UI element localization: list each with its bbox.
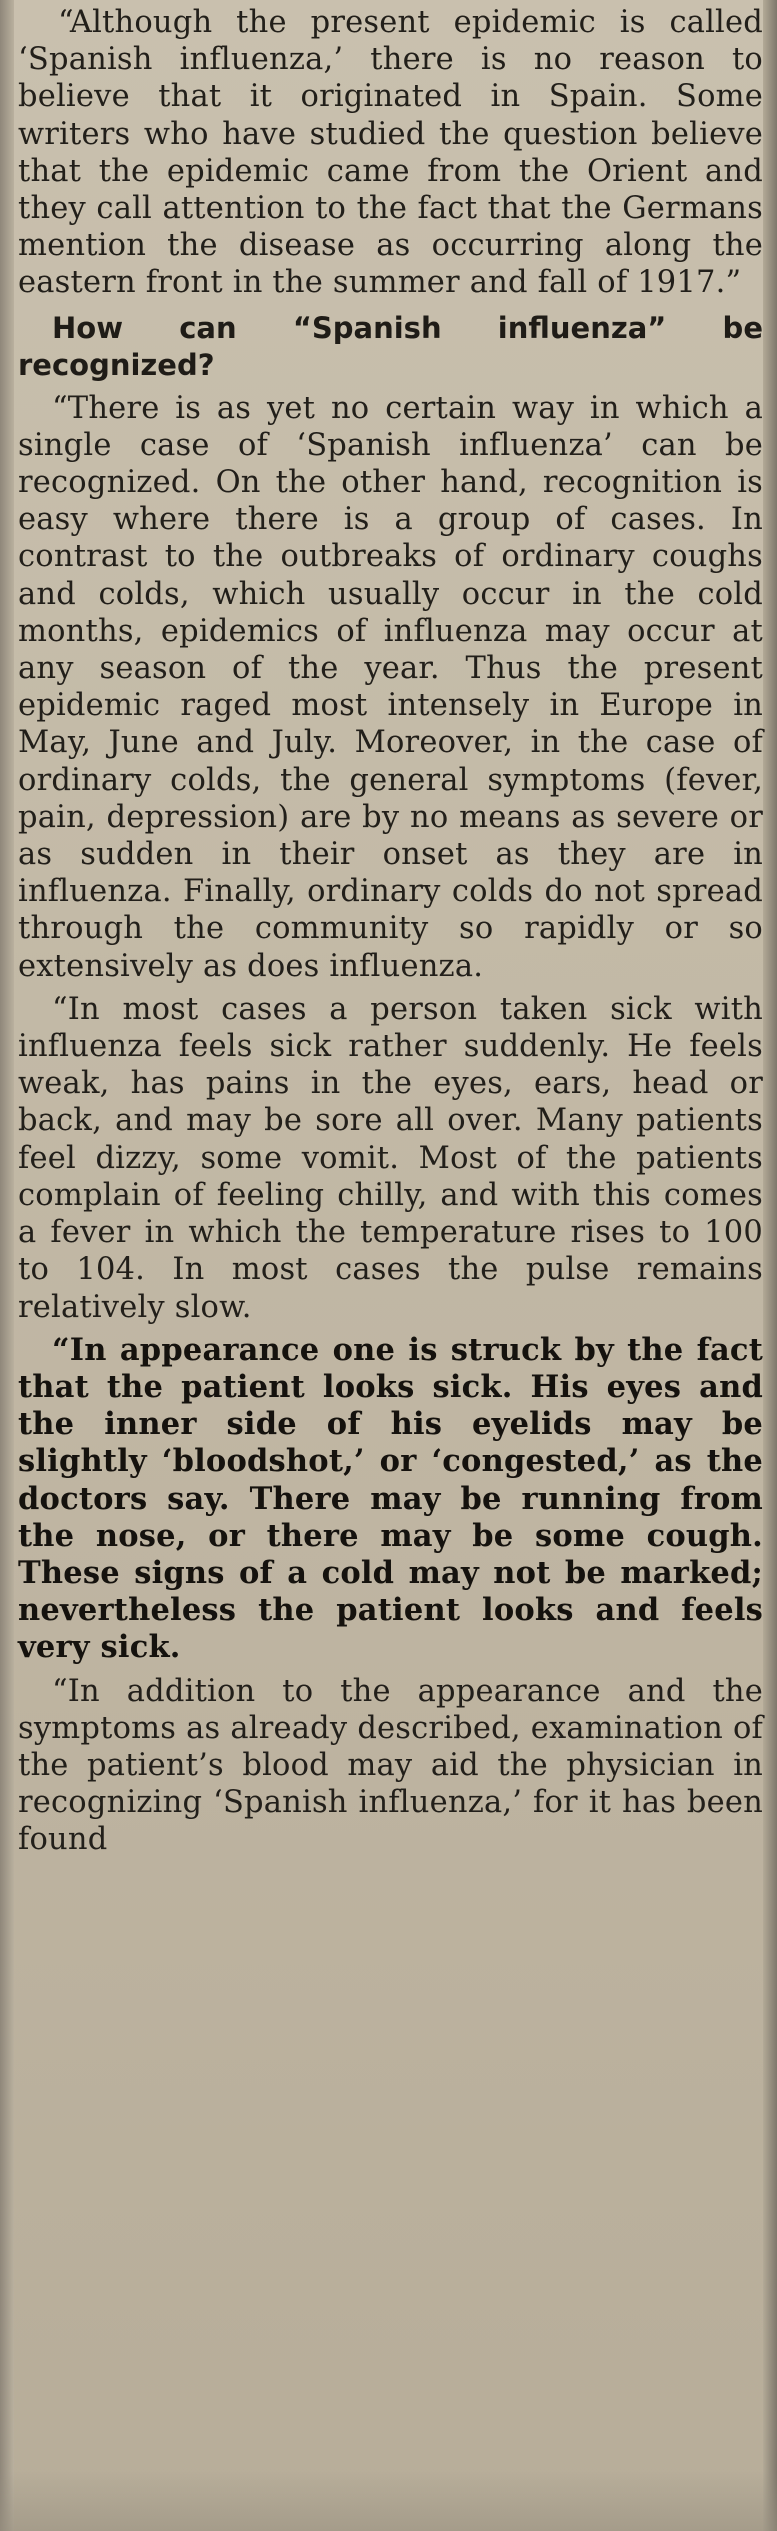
- paragraph-origin: “Although the present epidemic is called ‘Spanish influenza,’ there is no reason to believe that it originated in Spain. Some writers who have studied the question believe that the epidemic came from the Orient and they call attention to the fact that the Germans mention the disease as occurring along the eastern front in the summer and fall of 1917.”: [18, 5, 763, 301]
- paragraph-symptoms: “In most cases a person taken sick with influenza feels sick rather suddenly. He feels weak, has pains in the eyes, ears, head or back, and may be sore all over. Many patients feel dizzy, some vomit. Most of the patients complain of feeling chilly, and with this comes a fever in which the temperature rises to 100 to 104. In most cases the pulse remains relatively slow.: [18, 991, 763, 1325]
- paragraph-recognition: “There is as yet no certain way in which a single case of ‘Spanish influenza’ can be recognized. On the other hand, recognition is easy where there is a group of cases. In contrast to the outbreaks of ordinary coughs and colds, which usually occur in the cold months, epidemics of influenza may occur at any season of the year. Thus the present epidemic raged most intensely in Europe in May, June and July. Moreover, in the case of ordinary colds, the general symptoms (fever, pain, depression) are by no means as severe or as sudden in their onset as they are in influenza. Finally, ordinary colds do not spread through the community so rapidly or so extensively as does influenza.: [18, 390, 763, 984]
- paragraph-blood-exam: “In addition to the appearance and the symptoms as already described, examination of the patient’s blood may aid the physician in recognizing ‘Spanish influenza,’ for it has been found: [18, 1673, 763, 1858]
- question-heading: How can “Spanish influenza” be recognized?: [18, 310, 763, 382]
- article-column: [18, 4, 763, 1859]
- clipping-left-edge: [0, 0, 14, 2531]
- paragraph-appearance: “In appearance one is struck by the fact that the patient looks sick. His eyes and the inner side of his eyelids may be slightly ‘bloodshot,’ or ‘congested,’ as the doctors say. There may be running from the nose, or there may be some cough. These signs of a cold may not be marked; nevertheless the patient looks and feels very sick.: [18, 1331, 763, 1666]
- bottom-shadow: [0, 2471, 777, 2531]
- clipping-right-edge: [763, 0, 777, 2531]
